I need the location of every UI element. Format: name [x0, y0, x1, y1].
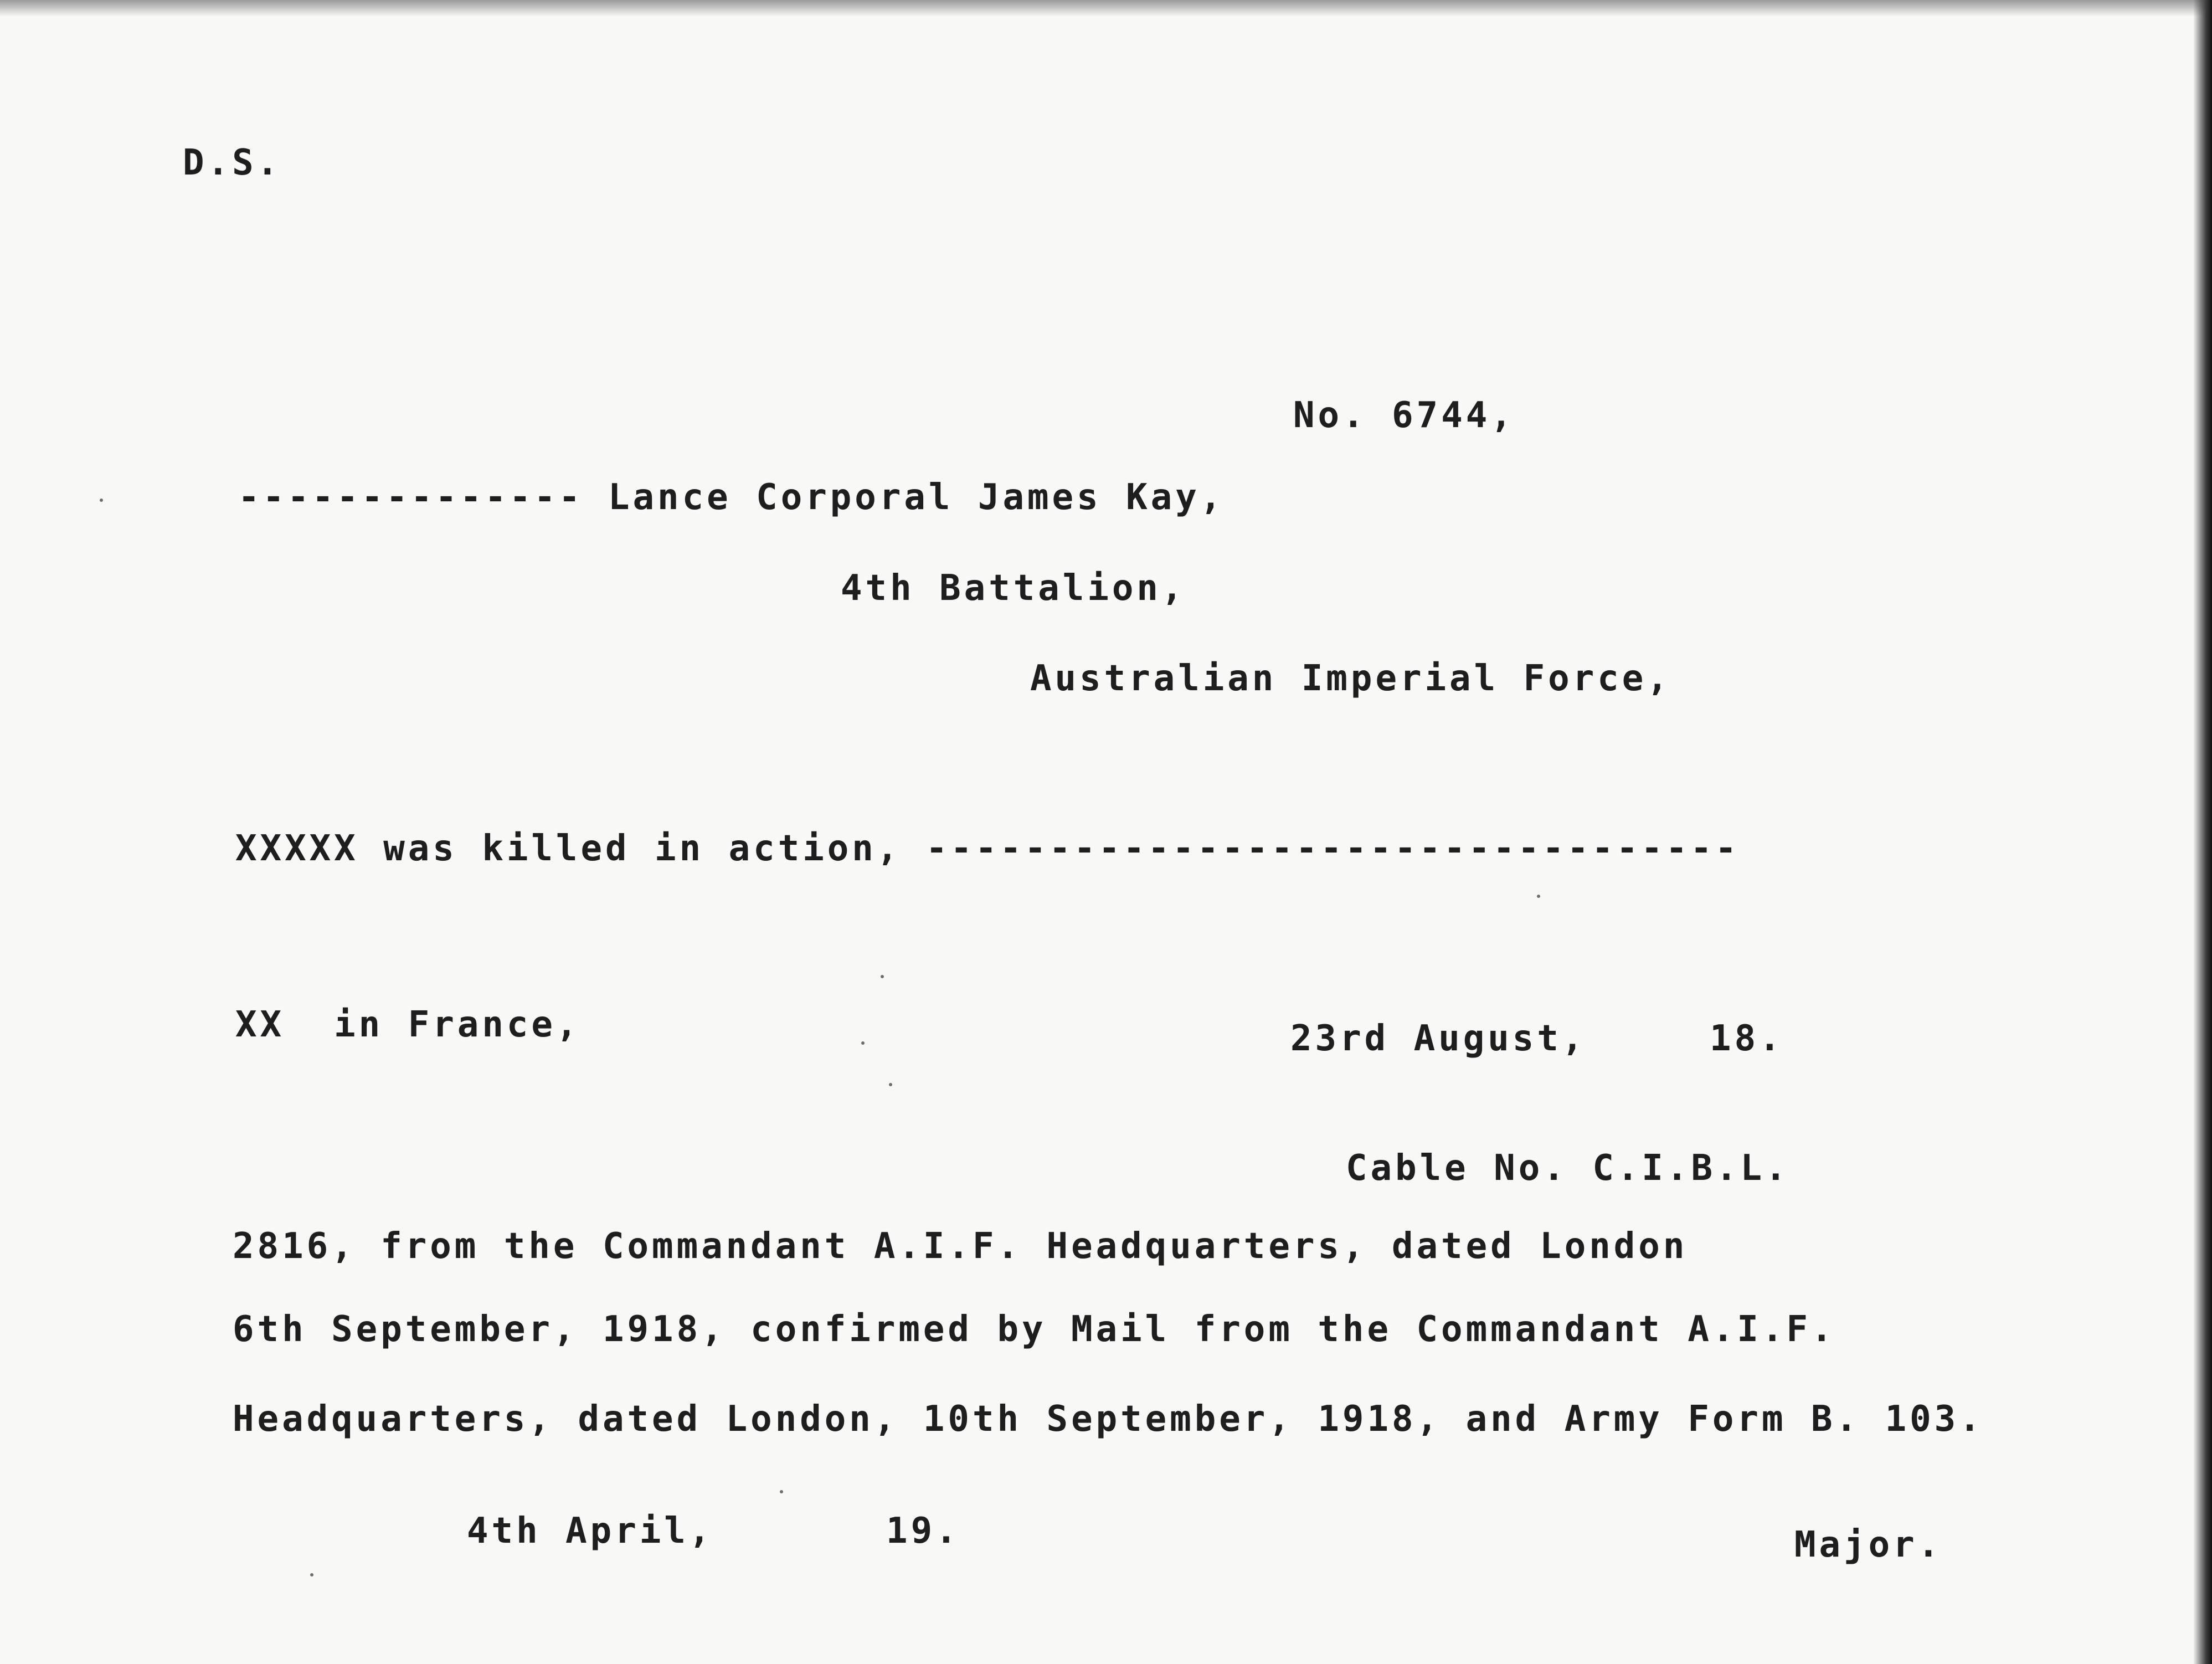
scan-speck: [881, 975, 884, 978]
place: XX in France,: [235, 1004, 581, 1045]
scan-speck: [780, 1490, 783, 1493]
scan-speck: [1537, 895, 1540, 898]
scan-top-shadow: [0, 0, 2212, 17]
scan-right-edge: [2193, 0, 2212, 1664]
scan-speck: [861, 1041, 865, 1045]
service-number: No. 6744,: [1293, 395, 1515, 436]
date-of-death: 23rd August, 18.: [1290, 1018, 1784, 1059]
scan-speck: [100, 499, 103, 502]
status-line: XXXXX was killed in action, ---------------------------------: [235, 828, 1740, 869]
body-line-2: 6th September, 1918, confirmed by Mail from the Commandant A.I.F.: [233, 1309, 1836, 1350]
scan-speck: [889, 1083, 892, 1086]
force: Australian Imperial Force,: [1030, 658, 1671, 699]
soldier-name: -------------- Lance Corporal James Kay,: [238, 477, 1225, 518]
signature-date: 4th April, 19.: [467, 1511, 960, 1552]
cable-reference: Cable No. C.I.B.L.: [1346, 1148, 1790, 1189]
body-line-3: Headquarters, dated London, 10th September, 1918, and Army Form B. 103.: [233, 1399, 1984, 1440]
battalion: 4th Battalion,: [841, 568, 1186, 609]
scan-speck: [310, 1573, 313, 1576]
initials: D.S.: [183, 142, 282, 183]
body-line-1: 2816, from the Commandant A.I.F. Headquarters, dated London: [233, 1226, 1688, 1267]
signatory: Major.: [1794, 1524, 1943, 1565]
